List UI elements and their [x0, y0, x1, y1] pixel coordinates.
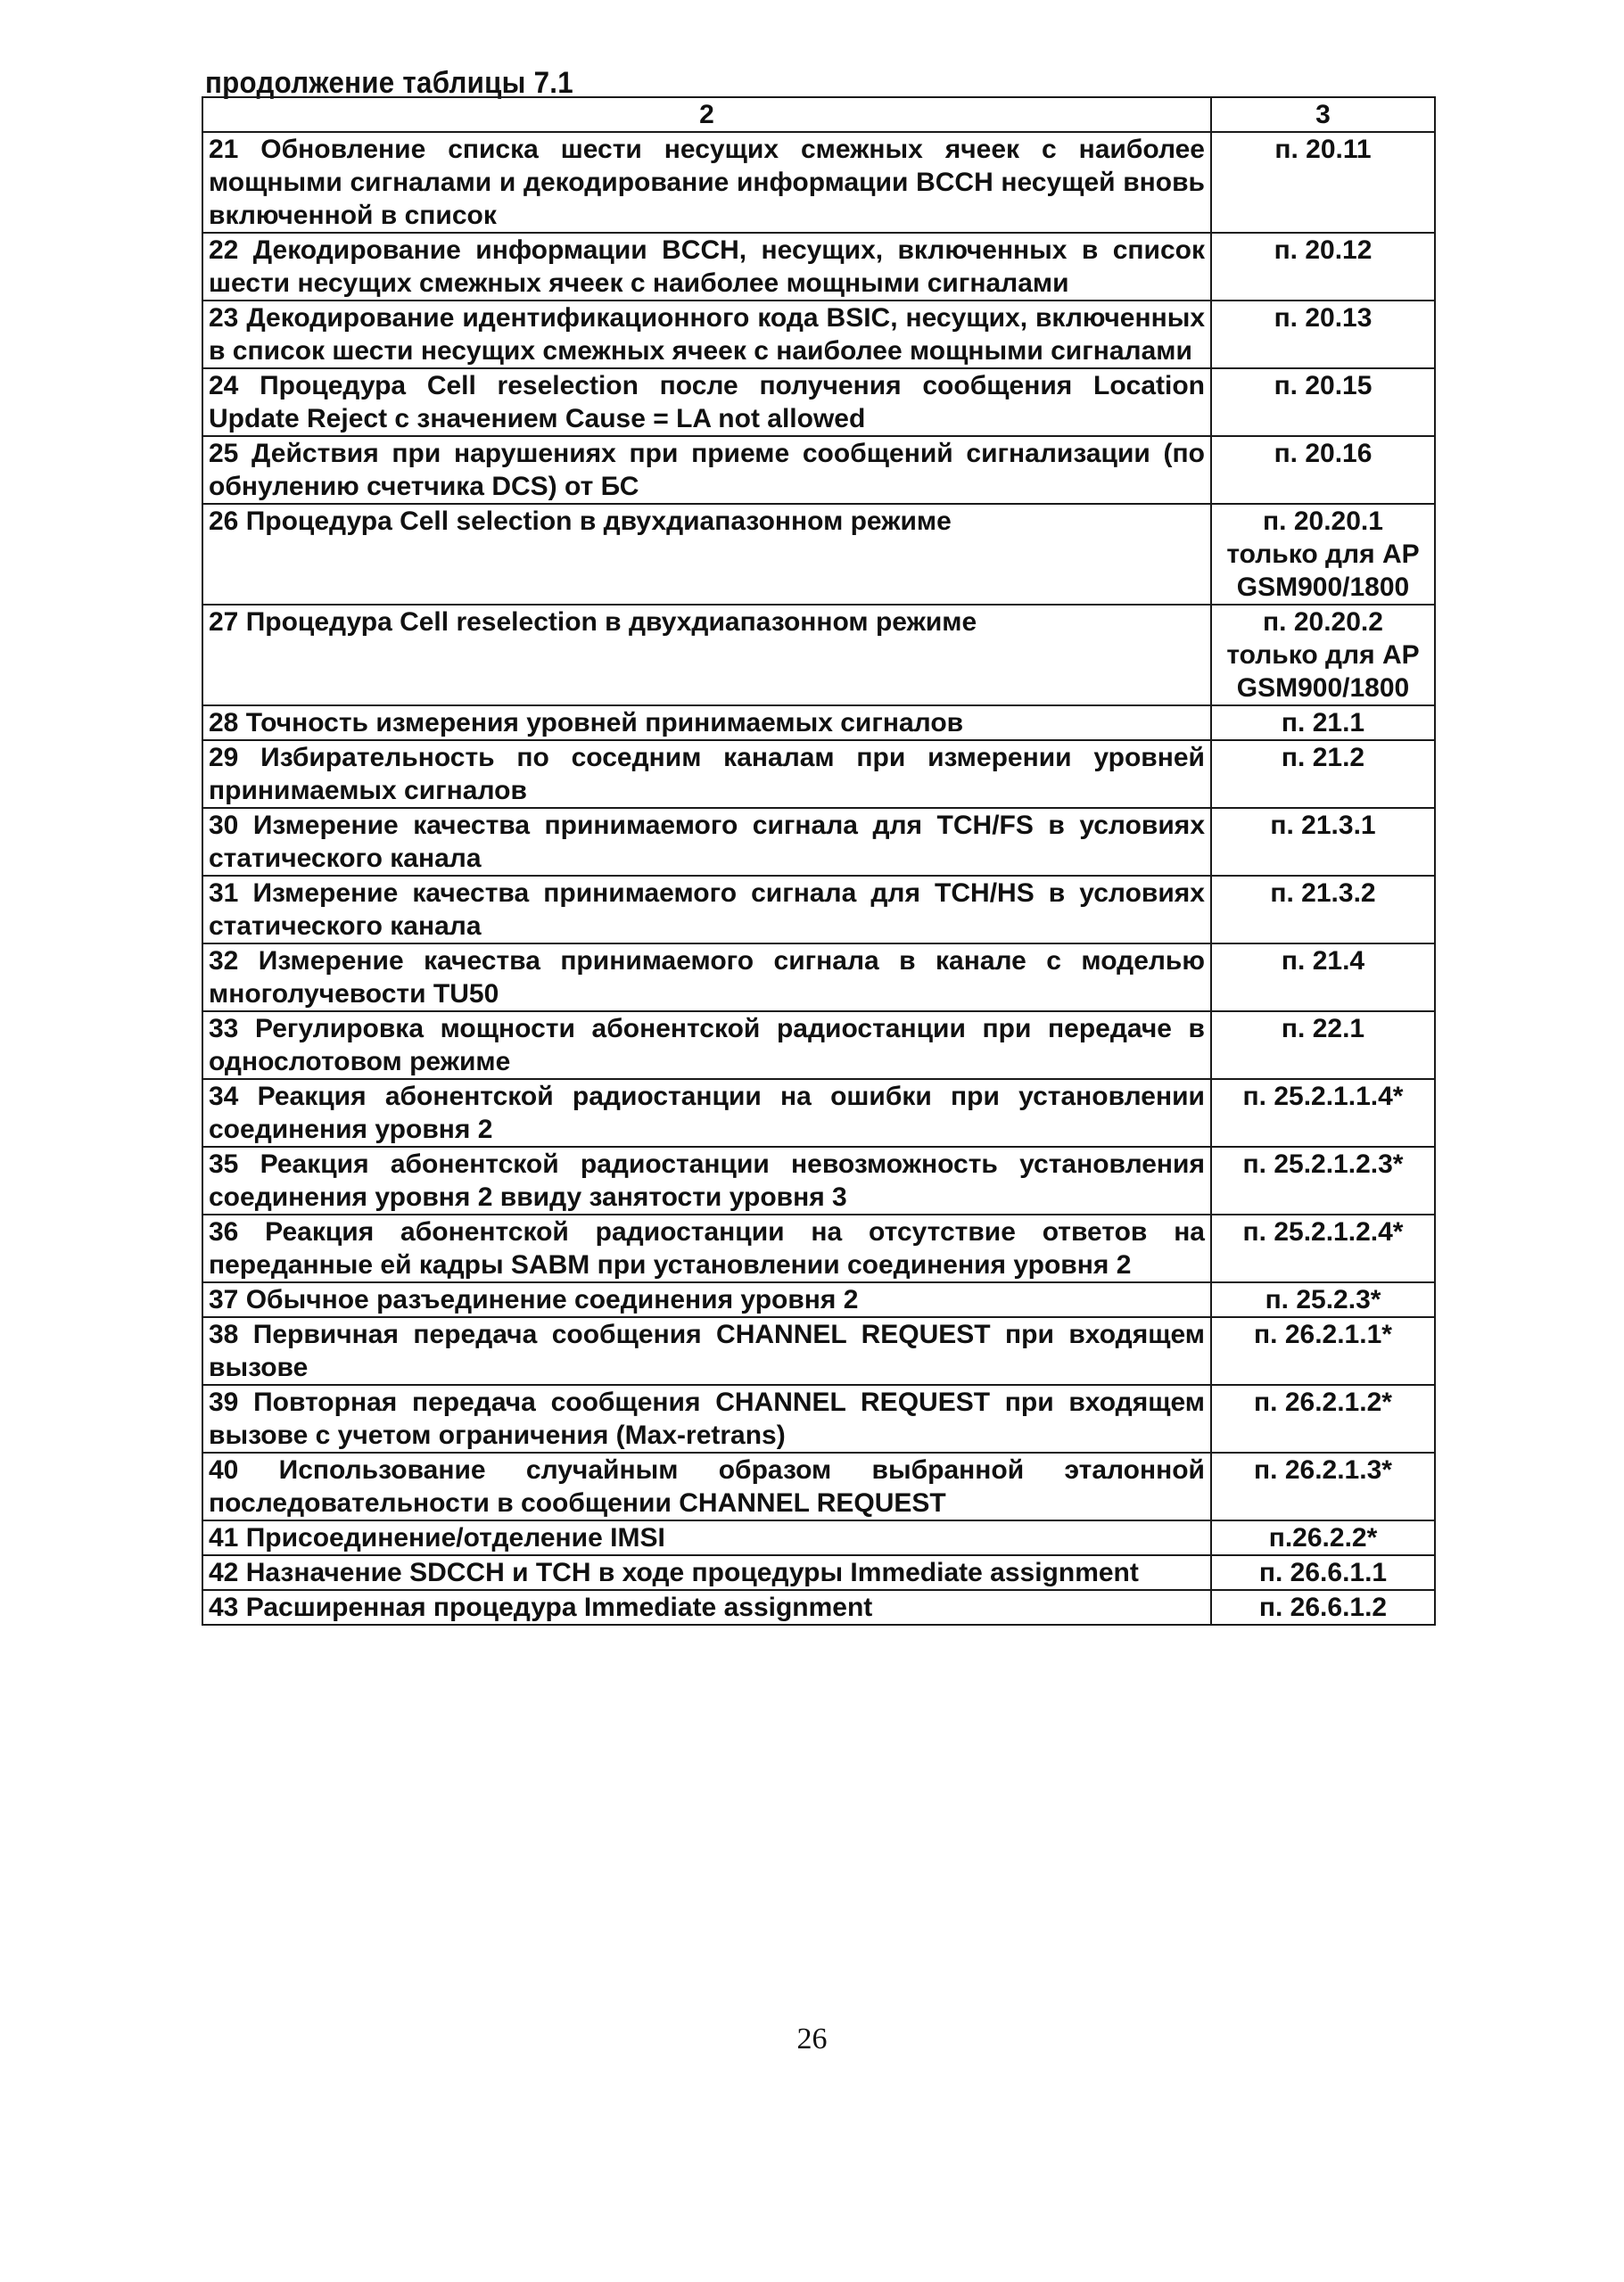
row-reference: п. 20.11	[1211, 132, 1435, 233]
row-reference: п. 25.2.1.2.3*	[1211, 1147, 1435, 1215]
table-row	[202, 233, 1435, 301]
row-reference: п. 20.20.1 только для АР GSM900/1800	[1211, 504, 1435, 605]
row-reference: п.26.2.2*	[1211, 1520, 1435, 1555]
row-reference: п. 20.13	[1211, 301, 1435, 368]
table-row	[202, 943, 1435, 1011]
page-number: 26	[796, 2022, 828, 2055]
table-row	[202, 740, 1435, 808]
row-reference: п. 26.2.1.3*	[1211, 1453, 1435, 1520]
row-description: 38 Первичная передача сообщения CHANNEL REQUEST при входящем вызове	[202, 1317, 1211, 1385]
row-description: 30 Измерение качества принимаемого сигнала для TCH/FS в условиях статического канала	[202, 808, 1211, 876]
table-row	[202, 436, 1435, 504]
table-row	[202, 1520, 1435, 1555]
table-row	[202, 1011, 1435, 1079]
row-description: 25 Действия при нарушениях при приеме сообщений сигнализации (по обнулению счетчика DCS) от БС	[202, 436, 1211, 504]
row-reference: п. 25.2.3*	[1211, 1282, 1435, 1317]
row-description: 29 Избирательность по соседним каналам при измерении уровней принимаемых сигналов	[202, 740, 1211, 808]
row-description: 28 Точность измерения уровней принимаемых сигналов	[202, 705, 1211, 740]
row-reference: п. 20.12	[1211, 233, 1435, 301]
row-description: 39 Повторная передача сообщения CHANNEL REQUEST при входящем вызове с учетом ограничения (Max-retrans)	[202, 1385, 1211, 1453]
column-header-3: 3	[1211, 97, 1435, 132]
row-reference: п. 21.1	[1211, 705, 1435, 740]
row-description: 31 Измерение качества принимаемого сигнала для TCH/HS в условиях статического канала	[202, 876, 1211, 943]
row-description: 22 Декодирование информации BCCH, несущих, включенных в список шести несущих смежных ячеек с наиболее мощными сигналами	[202, 233, 1211, 301]
table-row	[202, 368, 1435, 436]
row-reference: п. 21.4	[1211, 943, 1435, 1011]
requirements-table	[202, 96, 1436, 1626]
row-description: 33 Регулировка мощности абонентской радиостанции при передаче в однослотовом режиме	[202, 1011, 1211, 1079]
row-reference: п. 26.2.1.1*	[1211, 1317, 1435, 1385]
table-row	[202, 1555, 1435, 1590]
row-reference: п. 26.2.1.2*	[1211, 1385, 1435, 1453]
row-reference: п. 25.2.1.2.4*	[1211, 1215, 1435, 1282]
table-row	[202, 1282, 1435, 1317]
row-reference: п. 21.3.2	[1211, 876, 1435, 943]
table-row	[202, 1590, 1435, 1625]
table-row	[202, 876, 1435, 943]
row-description: 43 Расширенная процедура Immediate assignment	[202, 1590, 1211, 1625]
row-reference: п. 26.6.1.1	[1211, 1555, 1435, 1590]
row-description: 26 Процедура Cell selection в двухдиапазонном режиме	[202, 504, 1211, 605]
row-reference: п. 22.1	[1211, 1011, 1435, 1079]
table-row	[202, 705, 1435, 740]
row-description: 37 Обычное разъединение соединения уровня 2	[202, 1282, 1211, 1317]
row-description: 27 Процедура Cell reselection в двухдиапазонном режиме	[202, 605, 1211, 705]
row-reference: п. 20.15	[1211, 368, 1435, 436]
row-reference: п. 20.20.2 только для АР GSM900/1800	[1211, 605, 1435, 705]
table-row	[202, 808, 1435, 876]
row-description: 40 Использование случайным образом выбранной эталонной последовательности в сообщении CHANNEL REQUEST	[202, 1453, 1211, 1520]
table-row	[202, 605, 1435, 705]
row-reference: п. 21.2	[1211, 740, 1435, 808]
table-row	[202, 1317, 1435, 1385]
table-continuation-caption: продолжение таблицы 7.1	[205, 66, 573, 100]
row-description: 24 Процедура Cell reselection после получения сообщения Location Update Reject с значением Cause = LA not allowed	[202, 368, 1211, 436]
row-description: 41 Присоединение/отделение IMSI	[202, 1520, 1211, 1555]
table-row	[202, 301, 1435, 368]
row-description: 23 Декодирование идентификационного кода BSIC, несущих, включенных в список шести несущих смежных ячеек с наиболее мощными сигналами	[202, 301, 1211, 368]
table-row	[202, 1385, 1435, 1453]
table-header-row	[202, 97, 1435, 132]
table-row	[202, 504, 1435, 605]
table-row	[202, 1215, 1435, 1282]
table-row	[202, 1079, 1435, 1147]
row-reference: п. 26.6.1.2	[1211, 1590, 1435, 1625]
row-description: 34 Реакция абонентской радиостанции на ошибки при установлении соединения уровня 2	[202, 1079, 1211, 1147]
row-description: 32 Измерение качества принимаемого сигнала в канале с моделью многолучевости TU50	[202, 943, 1211, 1011]
table-row	[202, 1453, 1435, 1520]
row-description: 35 Реакция абонентской радиостанции невозможность установления соединения уровня 2 ввиду занятости уровня 3	[202, 1147, 1211, 1215]
table-row	[202, 132, 1435, 233]
column-header-2: 2	[202, 97, 1211, 132]
row-reference: п. 20.16	[1211, 436, 1435, 504]
row-reference: п. 21.3.1	[1211, 808, 1435, 876]
row-description: 36 Реакция абонентской радиостанции на отсутствие ответов на переданные ей кадры SABM при установлении соединения уровня 2	[202, 1215, 1211, 1282]
row-description: 21 Обновление списка шести несущих смежных ячеек с наиболее мощными сигналами и декодирование информации BCCH несущей вновь включенной в список	[202, 132, 1211, 233]
row-reference: п. 25.2.1.1.4*	[1211, 1079, 1435, 1147]
row-description: 42 Назначение SDCCH и TCH в ходе процедуры Immediate assignment	[202, 1555, 1211, 1590]
table-row	[202, 1147, 1435, 1215]
